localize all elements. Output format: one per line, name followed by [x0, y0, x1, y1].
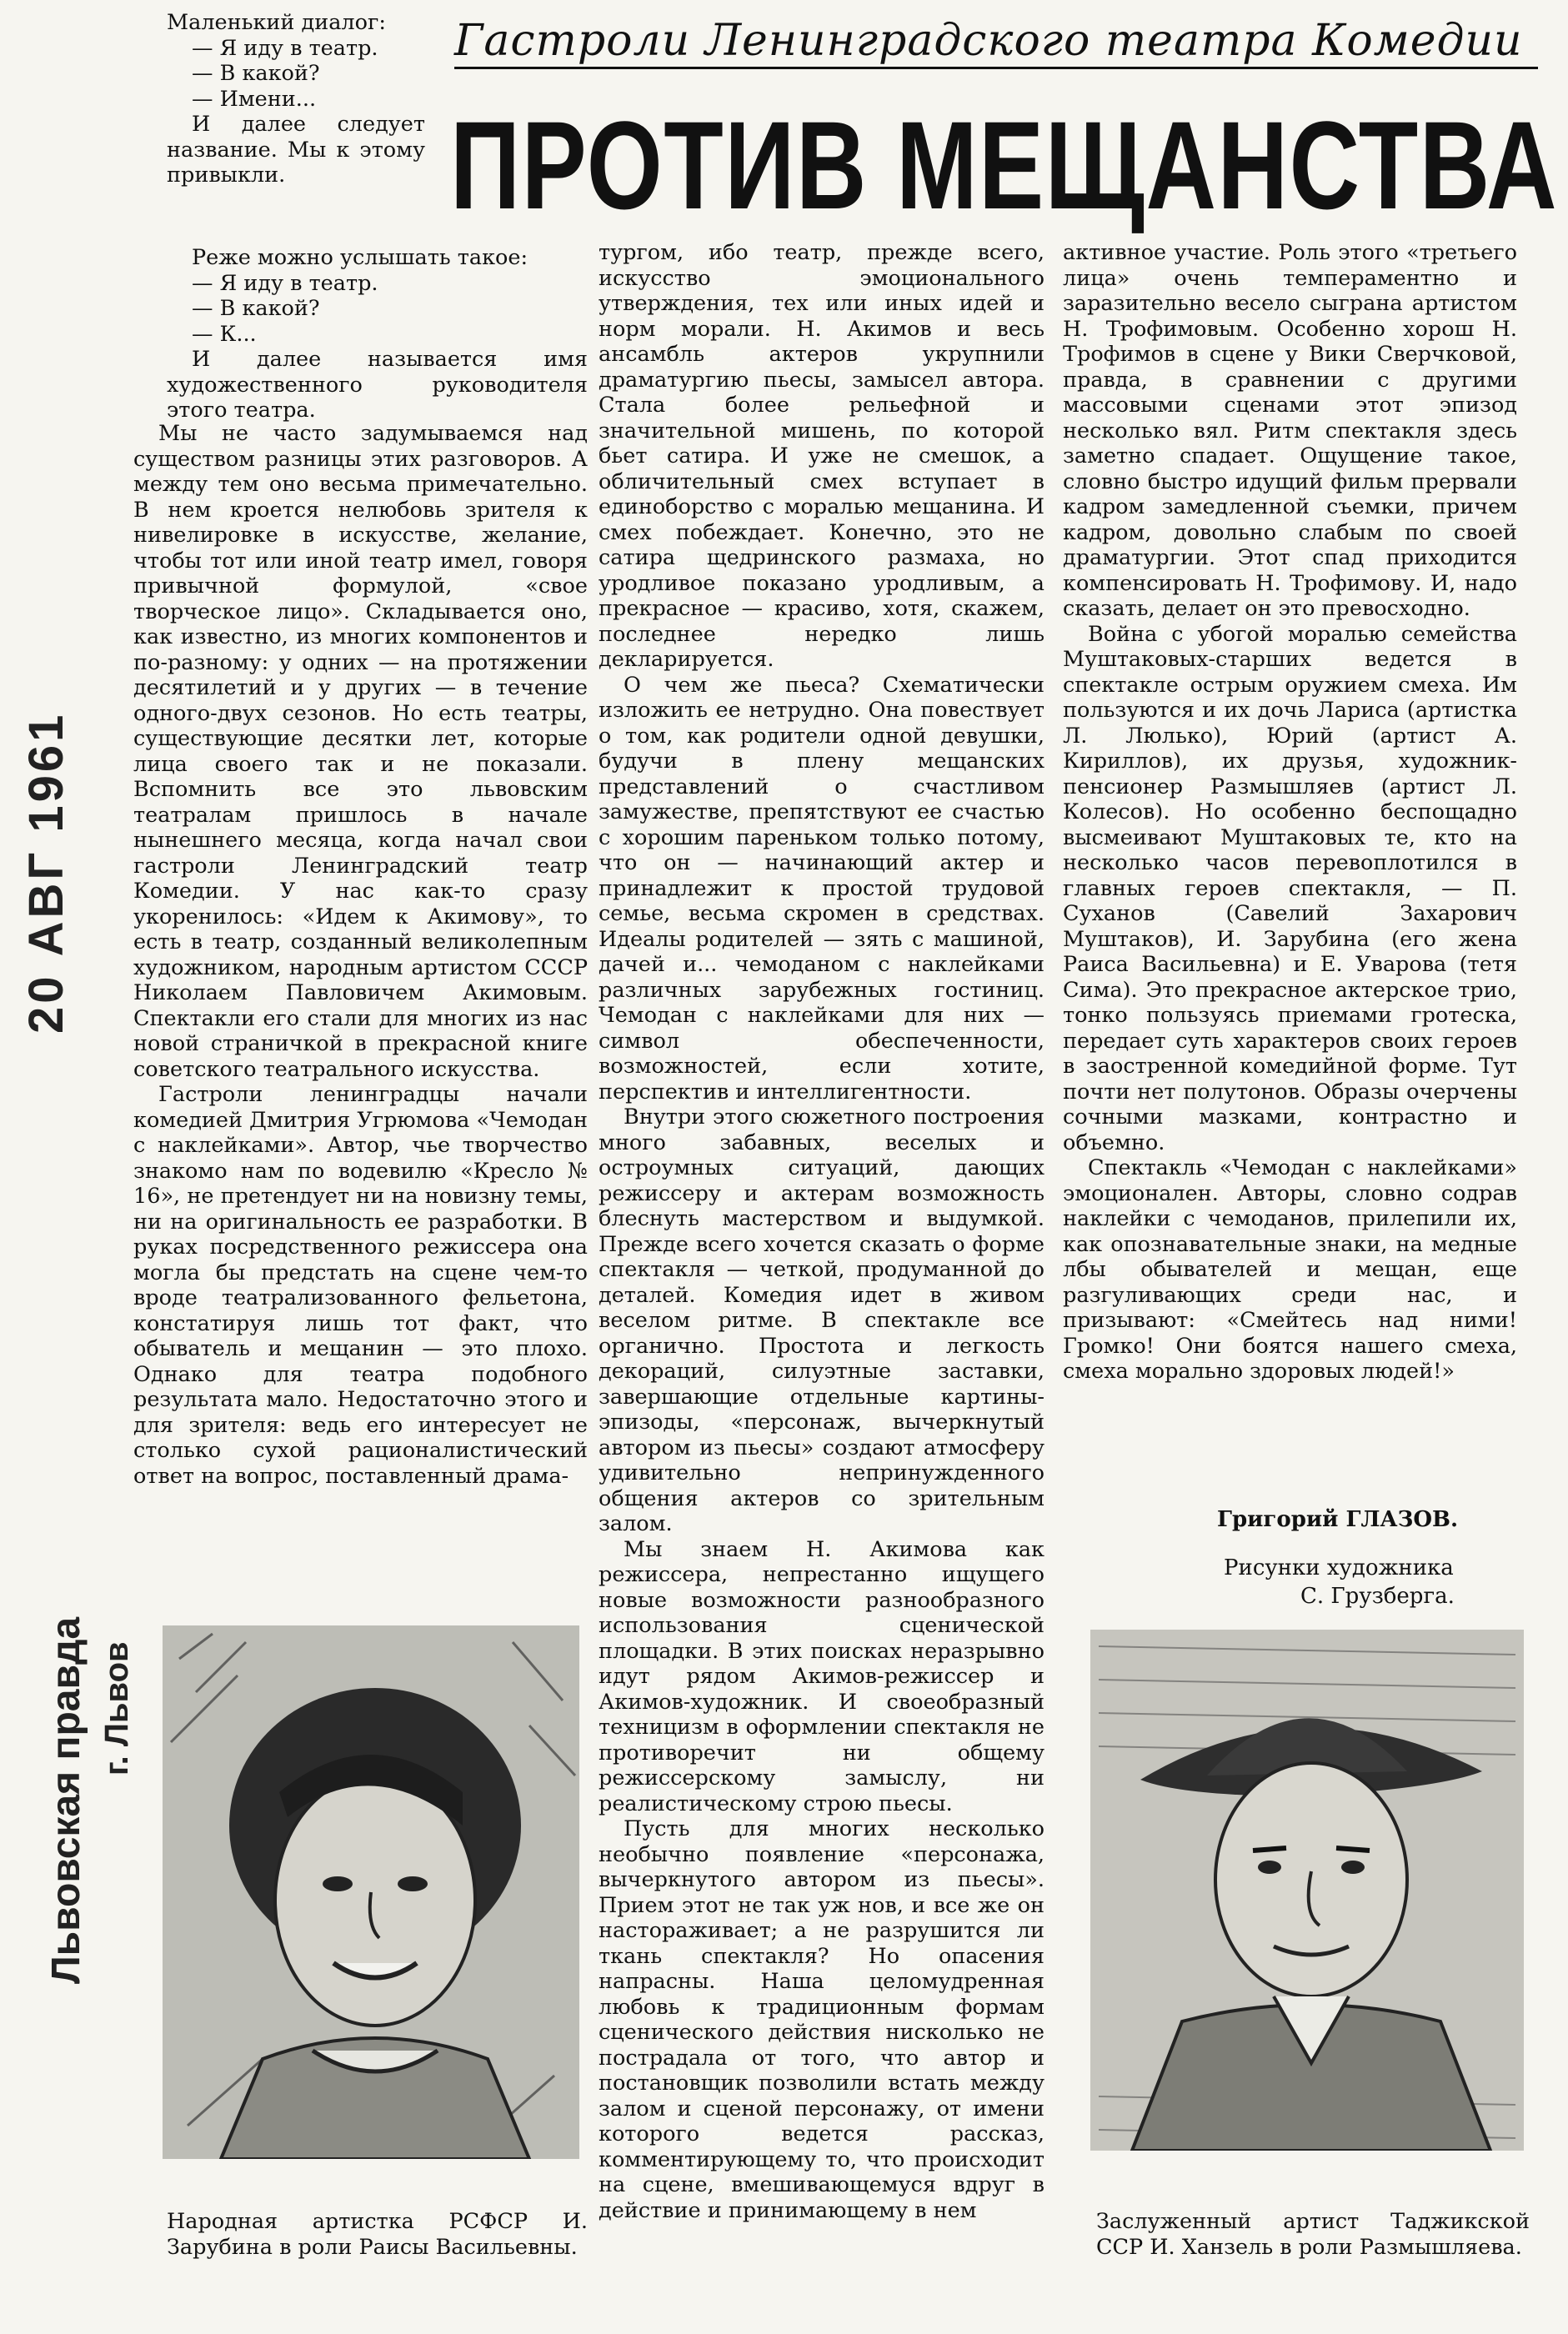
date-stamp: 20 АВГ 1961	[19, 711, 73, 1034]
column-1	[133, 421, 588, 1489]
newspaper-name-stamp: Львовская правда	[44, 1616, 88, 1984]
caption-left: Народная артистка РСФСР И. Зарубина в роли Раисы Васильевны.	[167, 2209, 588, 2260]
intro-line: — В какой?	[192, 61, 320, 86]
paragraph: Пусть для многих несколько необычно появление «персонажа, вычеркнутого автором из пьесы». Прием этот не так уж нов, и все же он настораживает; а не разрушится ли ткань спектакля? Но опасения напрасны. Наша целомудренная любовь к традиционным формам сценического действия нисколько не пострадала от того, что автор и постановщик позволили встать между залом и сценой персонажу, от имени которого ведется рассказ, комментирующему то, что происходит на сцене, вмешивающемуся вдруг в действие и принимающему в нем	[599, 1816, 1044, 2223]
paragraph: Мы знаем Н. Акимова как режиссера, непрестанно ищущего новые возможности разнообразного использования сценической площадки. В этих поисках неразрывно идут рядом Акимов-режиссер и Акимов-художник. И своеобразный техницизм в оформлении спектакля не противоречит ни общему режиссерскому замыслу, ни реалистическому строю пьесы.	[599, 1536, 1044, 1816]
intro-line: — В какой?	[192, 296, 320, 321]
author-signature: Григорий ГЛАЗОВ.	[1217, 1507, 1459, 1532]
paragraph: тургом, ибо театр, прежде всего, искусство эмоционального утверждения, тех или иных идей и норм морали. Н. Акимов и весь ансамбль актеров укрупнили драматургию пьесы, замысел автора. Стала более рельефной и значительной мишень, по которой бьет сатира. И уже не смешок, а обличительный смех вступает в единоборство с моралью мещанина. И смех побеждает. Конечно, это не сатира щедринского размаха, но уродливое показано уродливым, а прекрасное — красиво, хотя, скажем, последнее нередко лишь декларируется.	[599, 240, 1044, 672]
paragraph: Мы не часто задумываемся над существом разницы этих разговоров. А между тем оно весьма примечательно. В нем кроется нелюбовь зрителя к нивелировке в искусстве, желание, чтобы тот или иной театр имел, говоря привычной формулой, «свое творческое лицо». Складывается оно, как известно, из многих компонентов и по-разному: у одних — на протяжении десятилетий и у других — в течение одного-двух сезонов. Но есть театры, существующие десятки лет, которые лица своего так и не показали. Вспомнить все это львовским театралам пришлось в начале нынешнего месяца, когда начал свои гастроли Ленинградский театр Комедии. У нас как-то сразу укоренилось: «Идем к Акимову», то есть в театр, созданный великолепным художником, народным артистом СССР Николаем Павловичем Акимовым. Спектакли его стали для многих из нас новой страничкой в прекрасной книге советского театрального искусства.	[133, 421, 588, 1082]
portrait-khanzel	[1090, 1630, 1524, 2151]
intro-line: — Я иду в театр.	[192, 270, 378, 296]
intro-dialog-continued	[167, 245, 588, 423]
rubric-title: Гастроли Ленинградского театра Комедии	[454, 15, 1538, 69]
intro-line: И далее следует название. Мы к этому привыкли.	[167, 112, 425, 188]
paragraph: Гастроли ленинградцы начали комедией Дмитрия Угрюмова «Чемодан с наклейками». Автор, чье творчество знакомо нам по водевилю «Кресло № 16», не претендует ни на новизну темы, ни на оригинальность ее разработки. В руках посредственного режиссера она могла бы предстать на сцене чем-то вроде театрализованного фельетона, констатируя лишь тот факт, что обыватель и мещанин — это плохо. Однако для театра подобного результата мало. Недостаточно этого и для зрителя: ведь его интересует не столько сухой рационалистический ответ на вопрос, поставленный драма-	[133, 1082, 588, 1489]
intro-line: Маленький диалог:	[167, 10, 386, 35]
caption-right: Заслуженный артист Таджикской ССР И. Ханзель в роли Размышляева.	[1096, 2209, 1530, 2260]
illustrator-credit-line1: Рисунки художника	[1224, 1555, 1454, 1580]
city-stamp: г. Львов	[98, 1641, 135, 1776]
paragraph: Внутри этого сюжетного построения много забавных, веселых и остроумных ситуаций, дающих режиссеру и актерам возможность блеснуть мастерством и выдумкой. Прежде всего хочется сказать о форме спектакля — четкой, продуманной до деталей. Комедия идет в живом веселом ритме. В спектакле все органично. Простота и легкость декораций, силуэтные заставки, завершающие отдельные картины-эпизоды, «персонаж, вычеркнутый автором из пьесы» создают атмосферу удивительно непринужденного общения актеров со зрительным залом.	[599, 1104, 1044, 1536]
intro-dialog	[167, 10, 425, 188]
paragraph: активное участие. Роль этого «третьего лица» очень темпераментно и заразительно весело сыграна артистом Н. Трофимовым. Особенно хорош Н. Трофимов в сцене у Вики Сверчковой, правда, в сравнении с другими массовыми сценами этот эпизод несколько вял. Ритм спектакля здесь заметно спадает. Ощущение такое, словно быстро идущий фильм прервали кадром замедленной съемки, причем кадром, довольно слабым по своей драматургии. Этот спад приходится компенсировать Н. Трофимову. И, надо сказать, делает он это превосходно.	[1063, 240, 1517, 621]
paragraph: Спектакль «Чемодан с наклейками» эмоционален. Авторы, словно содрав наклейки с чемоданов, прилепили их, как опознавательные знаки, на медные лбы обывателей и мещан, еще разгуливающих среди нас, и призывают: «Смейтесь над ними! Громко! Они боятся нашего смеха, смеха морально здоровых людей!»	[1063, 1155, 1517, 1384]
paragraph: О чем же пьеса? Схематически изложить ее нетрудно. Она повествует о том, как родители одной девушки, будучи в плену мещанских представлений о счастливом замужестве, препятствуют ее счастью с хорошим пареньком только потому, что он — начинающий актер и принадлежит к простой трудовой семье, весьма скромен в средствах. Идеалы родителей — зять с машиной, дачей и... чемоданом с наклейками различных зарубежных гостиниц. Чемодан с наклейками для них — символ обеспеченности, возможностей, если хотите, перспектив и интеллигентности.	[599, 672, 1044, 1104]
intro-line: Реже можно услышать такое:	[192, 245, 529, 270]
article-headline: ПРОТИВ МЕЩАНСТВА	[450, 95, 1559, 235]
paragraph: Война с убогой моралью семейства Муштаковых-старших ведется в спектакле острым оружием смеха. Им пользуются и их дочь Лариса (артистка Л. Люлько), Юрий (артист А. Кириллов), их друзья, художник-пенсионер Размышляев (артист Л. Колесов). Но особенно беспощадно высмеивают Муштаковых те, кто на несколько часов перевоплотился в главных героев спектакля, — П. Суханов (Савелий Захарович Муштаков), И. Зарубина (его жена Раиса Васильевна) и Е. Уварова (тетя Сима). Это прекрасное актерское трио, тонко пользуясь приемами гротеска, передает суть характеров своих героев в заостренной комедийной форме. Тут почти нет полутонов. Образы очерчены сочными мазками, контрастно и объемно.	[1063, 621, 1517, 1155]
intro-line: — Я иду в театр.	[192, 35, 378, 61]
intro-line: — Имени...	[192, 86, 317, 112]
illustrator-credit-line2: С. Грузберга.	[1300, 1584, 1455, 1609]
intro-line: И далее называется имя художественного руководителя этого театра.	[167, 347, 588, 423]
portrait-zarubina	[163, 1625, 579, 2159]
column-3	[1063, 240, 1517, 1385]
intro-line: — К...	[192, 321, 257, 347]
column-2	[599, 240, 1044, 2223]
